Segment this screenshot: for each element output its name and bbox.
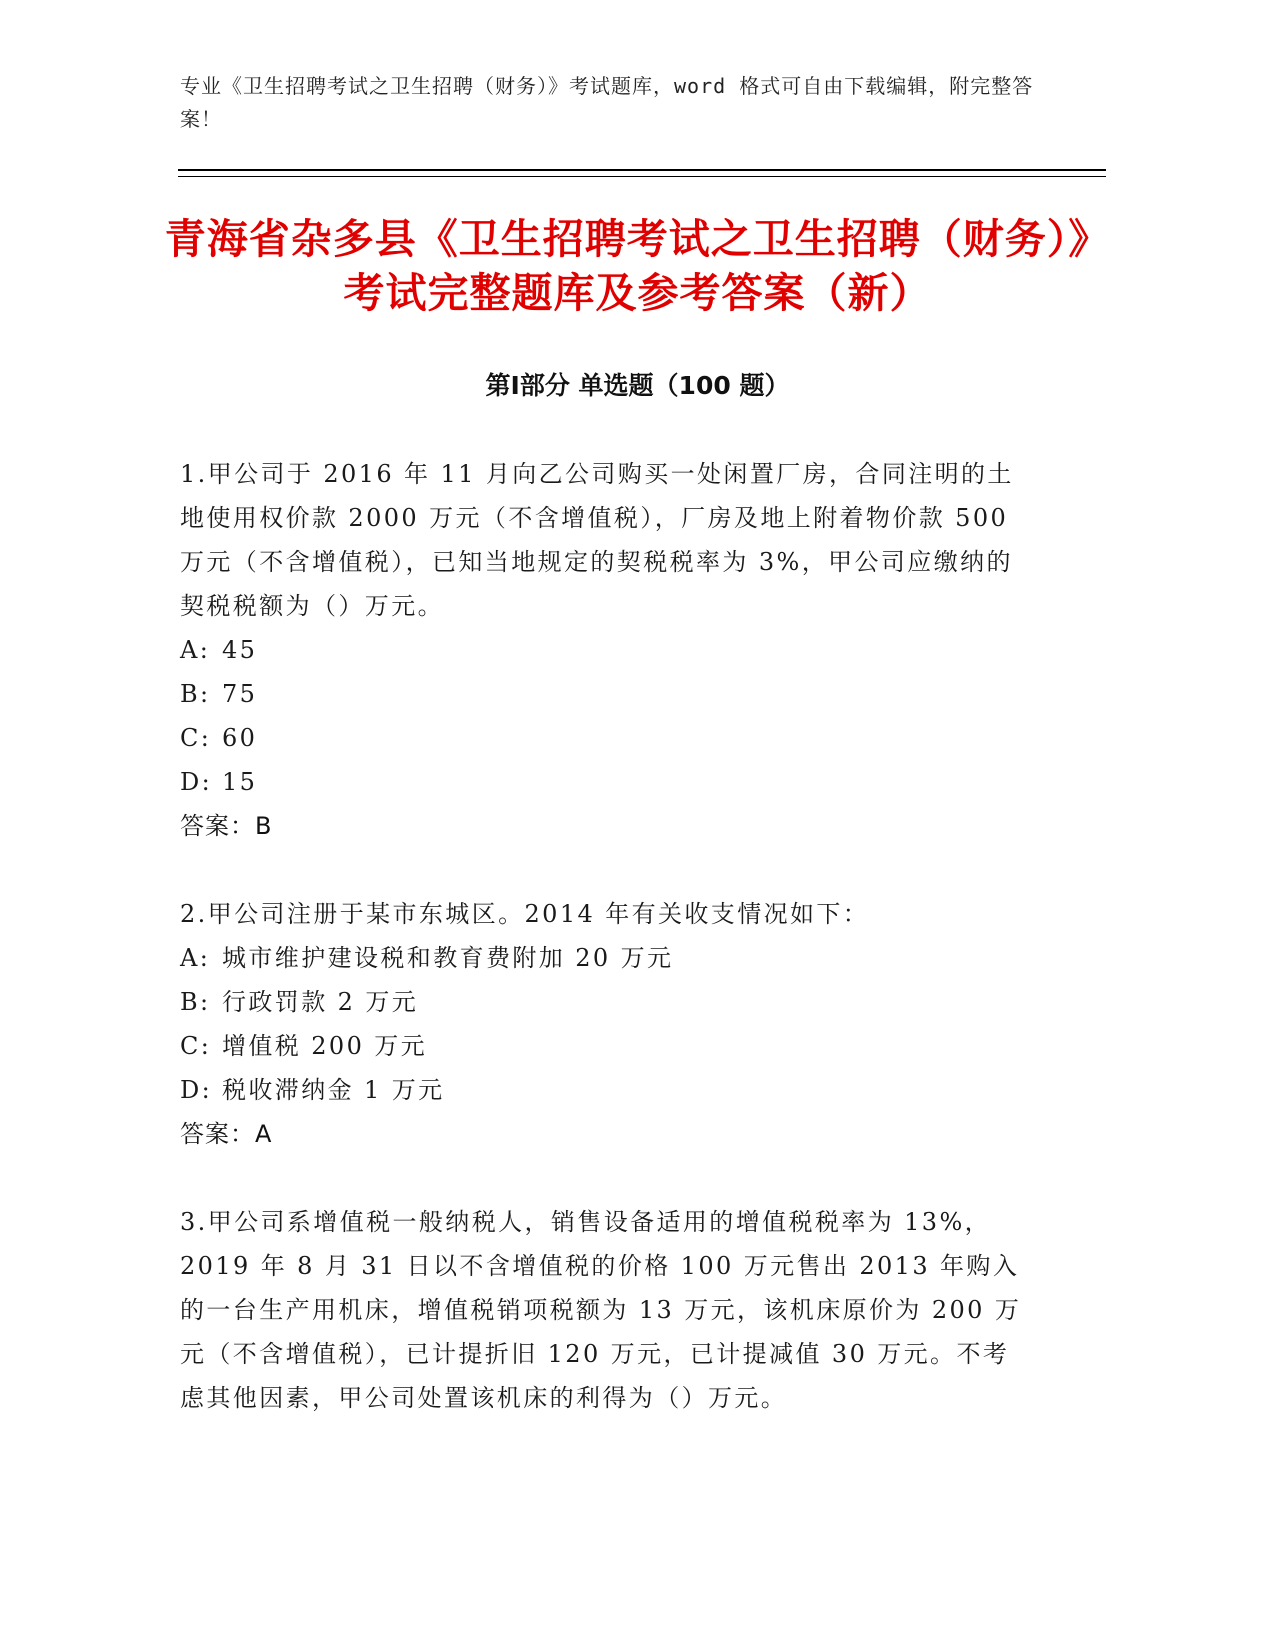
option-text: 75 [222, 680, 258, 708]
option-key: C: [180, 1032, 212, 1060]
option-key: A: [180, 636, 211, 664]
answer-label: 答案：A [180, 1120, 273, 1148]
option-b [180, 980, 1030, 1024]
question-3 [180, 1200, 1030, 1420]
question-text: 2.甲公司注册于某市东城区。2014 年有关收支情况如下： [180, 900, 870, 928]
option-text: 行政罚款 2 万元 [222, 988, 419, 1016]
answer-label: 答案：B [180, 812, 273, 840]
option-key: C: [180, 724, 212, 752]
option-key: A: [180, 944, 211, 972]
header-rule-thick [178, 169, 1106, 171]
option-text: 60 [222, 724, 258, 752]
option-text: 15 [222, 768, 258, 796]
question-2 [180, 892, 1030, 1156]
document-title: 青海省杂多县《卫生招聘考试之卫生招聘（财务）》考试完整题库及参考答案（新） [164, 215, 1111, 317]
option-text: 城市维护建设税和教育费附加 20 万元 [222, 944, 674, 972]
option-list [180, 628, 1030, 804]
question-1 [180, 452, 1030, 848]
section-title: 第Ⅰ部分 单选题（100 题） [485, 371, 790, 400]
option-c [180, 716, 1030, 760]
option-list [180, 936, 1030, 1112]
question-list [180, 452, 1030, 1420]
option-key: B: [180, 988, 211, 1016]
option-a [180, 628, 1030, 672]
option-d [180, 760, 1030, 804]
option-a [180, 936, 1030, 980]
option-text: 45 [222, 636, 258, 664]
option-c [180, 1024, 1030, 1068]
option-text: 增值税 200 万元 [222, 1032, 428, 1060]
option-d [180, 1068, 1030, 1112]
option-text: 税收滞纳金 1 万元 [222, 1076, 445, 1104]
option-key: D: [180, 1076, 213, 1104]
header-rule-thin [178, 176, 1106, 177]
option-key: D: [180, 768, 213, 796]
question-spacer [180, 1156, 1030, 1200]
question-text: 3.甲公司系增值税一般纳税人，销售设备适用的增值税税率为 13%，2019 年 8 月 31 日以不含增值税的价格 100 万元售出 2013 年购入的一台生产用机床，增值税销项税额为 13 万元，该机床原价为 200 万元（不含增值税），已计提折旧 120 万元，已计提减值 30 万元。不考虑其他因素，甲公司处置该机床的利得为（）万元。 [180, 1208, 1022, 1412]
option-key: B: [180, 680, 211, 708]
question-text: 1.甲公司于 2016 年 11 月向乙公司购买一处闲置厂房，合同注明的土地使用权价款 2000 万元（不含增值税），厂房及地上附着物价款 500 万元（不含增值税），已知当地规定的契税税率为 3%，甲公司应缴纳的契税税额为（）万元。 [180, 460, 1014, 620]
option-b [180, 672, 1030, 716]
question-spacer [180, 848, 1030, 892]
header-note: 专业《卫生招聘考试之卫生招聘（财务）》考试题库，word 格式可自由下载编辑，附完整答案！ [180, 74, 1034, 131]
